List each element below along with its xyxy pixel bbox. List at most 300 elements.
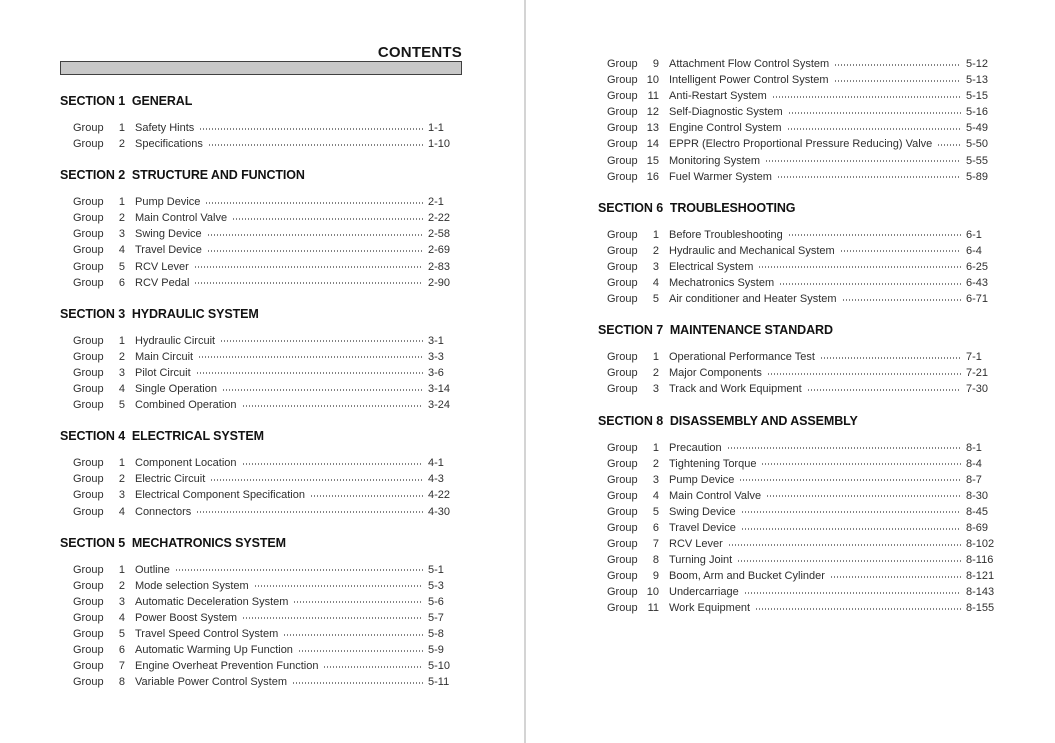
toc-entry [607,349,1000,365]
toc-entry [607,440,1000,456]
group-label: Group [607,293,638,306]
group-number: 10 [646,74,659,87]
group-number: 7 [652,538,659,551]
toc-entry [73,397,462,413]
toc-entry [607,291,1000,307]
entry-title: Pump Device [135,196,201,209]
section-heading: SECTION 3 HYDRAULIC SYSTEM [60,306,259,321]
entry-page-number: 8-116 [966,554,994,567]
toc-section [598,323,1000,397]
toc-entry [73,487,462,503]
group-number: 1 [118,563,125,576]
dot-leader [740,479,961,481]
entry-title: Travel Device [135,244,202,257]
entry-page-number: 5-1 [428,563,444,576]
group-label: Group [73,228,104,241]
group-number: 2 [118,212,125,225]
dot-leader [208,250,423,252]
toc-entry [73,194,462,210]
group-number: 3 [118,366,125,379]
toc-entry [73,259,462,275]
section-entries [60,194,462,291]
group-number: 4 [118,611,125,624]
group-label: Group [607,244,638,257]
group-number: 1 [652,441,659,454]
entry-title: Boom, Arm and Bucket Cylinder [669,570,825,583]
entry-title: Self-Diagnostic System [669,106,783,119]
group-label: Group [73,366,104,379]
group-label: Group [73,611,104,624]
entry-title: Engine Overheat Prevention Function [135,660,319,673]
group-number: 4 [652,489,659,502]
group-label: Group [73,563,104,576]
dot-leader [835,80,961,82]
entry-title: Connectors [135,505,192,518]
group-number: 15 [646,154,659,167]
dot-leader [243,463,423,465]
dot-leader [729,544,961,546]
toc-entry [607,456,1000,472]
group-label: Group [607,521,638,534]
entry-title: Air conditioner and Heater System [669,293,837,306]
toc-section [598,201,1000,307]
toc-entry [73,136,462,152]
section-entries [598,349,1000,397]
toc-section [60,168,462,291]
group-label: Group [607,586,638,599]
group-number: 2 [118,350,125,363]
page-title: CONTENTS [377,44,462,61]
toc-section [60,94,462,152]
dot-leader [789,112,961,114]
entry-page-number: 7-21 [966,367,989,380]
group-number: 2 [118,473,125,486]
group-label: Group [73,579,104,592]
dot-leader [294,601,423,603]
group-number: 8 [118,676,125,689]
group-number: 6 [118,276,125,289]
toc-entry [607,136,1000,152]
entry-page-number: 8-155 [966,602,995,615]
entry-title: Electrical System [669,260,754,273]
dot-leader [742,511,961,513]
section-entries [598,227,1000,307]
dot-leader [808,389,961,391]
entry-page-number: 5-12 [966,58,989,70]
toc-entry [607,552,1000,568]
toc-entry [607,568,1000,584]
toc-entry [73,610,462,626]
dot-leader [789,234,961,236]
group-label: Group [607,351,638,364]
dot-leader [831,576,961,578]
group-label: Group [607,260,638,273]
group-number: 6 [652,521,659,534]
group-number: 5 [118,260,125,273]
entry-title: Electrical Component Specification [135,489,305,502]
dot-leader [780,283,961,285]
entry-page-number: 8-121 [966,570,995,583]
group-label: Group [73,196,104,209]
dot-leader [778,176,961,178]
group-number: 5 [118,627,125,640]
toc-entry [73,642,462,658]
group-number: 9 [652,58,659,70]
entry-title: RCV Pedal [135,276,190,289]
toc-entry [607,536,1000,552]
group-number: 4 [118,383,125,396]
section-heading: SECTION 8 DISASSEMBLY AND ASSEMBLY [598,413,858,428]
toc-entry [607,520,1000,536]
group-label: Group [73,138,104,151]
group-label: Group [73,676,104,689]
entry-title: Travel Speed Control System [135,627,279,640]
entry-title: Pump Device [669,473,735,486]
dot-leader [211,479,423,481]
group-label: Group [607,554,638,567]
toc-entry [73,626,462,642]
entry-title: EPPR (Electro Proportional Pressure Reducing) Valve [669,138,933,151]
group-number: 9 [652,570,659,583]
entry-page-number: 5-11 [428,676,450,689]
group-label: Group [607,277,638,290]
group-number: 1 [118,457,125,470]
entry-page-number: 2-58 [428,228,451,241]
entry-page-number: 5-89 [966,170,989,183]
toc-entry [607,275,1000,291]
toc-entry [73,674,462,690]
group-label: Group [607,228,638,241]
entry-page-number: 5-10 [428,660,451,673]
section-entries [598,56,1000,185]
group-number: 3 [118,228,125,241]
title-underline-bar [60,61,462,75]
toc-section [60,307,462,413]
group-label: Group [607,505,638,518]
toc-entry [607,56,1000,72]
entry-page-number: 7-30 [966,383,989,396]
dot-leader [762,463,961,465]
section-heading: SECTION 2 STRUCTURE AND FUNCTION [60,168,305,183]
group-number: 4 [118,244,125,257]
entry-page-number: 8-45 [966,505,989,518]
dot-leader [195,282,423,284]
toc-entry [73,455,462,471]
dot-leader [208,234,423,236]
group-number: 6 [118,644,125,657]
entry-page-number: 8-102 [966,538,995,551]
dot-leader [759,266,961,268]
group-label: Group [73,473,104,486]
toc-section [60,536,462,691]
entry-page-number: 5-6 [428,595,444,608]
group-label: Group [607,570,638,583]
group-number: 13 [646,122,659,135]
toc-entry [607,169,1000,185]
section-entries [60,120,462,152]
group-number: 16 [646,170,659,183]
group-number: 10 [646,586,659,599]
group-label: Group [607,106,638,119]
toc-right-column [598,0,1000,617]
dot-leader [841,250,961,252]
group-number: 2 [652,457,659,470]
group-label: Group [73,627,104,640]
toc-entry [73,578,462,594]
group-number: 2 [118,138,125,151]
dot-leader [835,64,961,66]
entry-title: Pilot Circuit [135,366,191,379]
entry-page-number: 4-22 [428,489,451,502]
entry-page-number: 5-55 [966,154,989,167]
toc-entry [73,226,462,242]
group-label: Group [607,90,638,103]
group-number: 1 [652,351,659,364]
dot-leader [728,447,961,449]
dot-leader [843,299,961,301]
group-label: Group [607,473,638,486]
group-label: Group [607,122,638,135]
entry-title: Before Troubleshooting [669,228,783,241]
group-number: 3 [652,383,659,396]
toc-entry [607,600,1000,616]
entry-page-number: 3-3 [428,350,444,363]
toc-entry [607,72,1000,88]
group-label: Group [607,367,638,380]
entry-page-number: 2-22 [428,212,451,225]
entry-page-number: 5-16 [966,106,989,119]
section-entries [60,562,462,691]
group-number: 1 [652,228,659,241]
group-number: 5 [652,505,659,518]
group-label: Group [73,260,104,273]
entry-page-number: 5-9 [428,644,444,657]
toc-entry [73,349,462,365]
entry-title: Single Operation [135,383,217,396]
entry-page-number: 3-6 [428,366,444,379]
entry-title: Precaution [669,441,722,454]
toc-entry [607,584,1000,600]
toc-entry [607,120,1000,136]
toc-entry [607,381,1000,397]
entry-title: Intelligent Power Control System [669,74,829,87]
entry-page-number: 5-13 [966,74,989,87]
entry-title: Main Control Valve [135,212,228,225]
toc-entry [607,504,1000,520]
section-heading: SECTION 7 MAINTENANCE STANDARD [598,323,833,338]
toc-entry [607,365,1000,381]
entry-page-number: 5-3 [428,579,444,592]
entry-page-number: 6-25 [966,260,989,273]
dot-leader [206,202,423,204]
toc-entry [73,242,462,258]
group-number: 14 [646,138,659,151]
left-column-sections [60,94,462,690]
entry-title: Operational Performance Test [669,351,815,364]
section-heading: SECTION 5 MECHATRONICS SYSTEM [60,535,286,550]
entry-title: Swing Device [669,505,736,518]
toc-left-column [60,0,462,690]
dot-leader [766,160,961,162]
group-label: Group [607,154,638,167]
toc-entry [73,333,462,349]
group-label: Group [73,122,104,134]
entry-page-number: 8-30 [966,489,989,502]
dot-leader [311,495,423,497]
group-number: 1 [118,196,125,209]
entry-title: Anti-Restart System [669,90,767,103]
dot-leader [200,128,423,130]
toc-section [598,56,1000,185]
entry-title: Main Circuit [135,350,194,363]
entry-page-number: 8-143 [966,586,995,599]
dot-leader [938,144,961,146]
entry-title: Monitoring System [669,154,761,167]
dot-leader [788,128,962,130]
entry-title: Turning Joint [669,554,733,567]
group-label: Group [607,170,638,183]
entry-page-number: 3-24 [428,399,451,412]
dot-leader [745,592,961,594]
entry-title: Track and Work Equipment [669,383,802,396]
group-label: Group [73,660,104,673]
toc-entry [73,365,462,381]
group-label: Group [73,457,104,470]
group-number: 5 [118,399,125,412]
entry-title: Mechatronics System [669,277,775,290]
section-entries [60,333,462,413]
entry-title: Automatic Deceleration System [135,595,289,608]
toc-entry [607,488,1000,504]
toc-entry [73,381,462,397]
dot-leader [299,650,423,652]
entry-title: Hydraulic Circuit [135,334,216,347]
dot-leader [255,585,423,587]
toc-entry [607,472,1000,488]
entry-page-number: 8-4 [966,457,982,470]
dot-leader [221,340,423,342]
group-label: Group [607,602,638,615]
group-label: Group [73,505,104,518]
section-entries [598,440,1000,617]
group-number: 2 [652,367,659,380]
entry-page-number: 6-1 [966,228,982,241]
section-heading: SECTION 4 ELECTRICAL SYSTEM [60,429,264,444]
page-gutter-divider [524,0,526,743]
dot-leader [197,372,423,374]
dot-leader [284,634,423,636]
entry-page-number: 5-50 [966,138,989,151]
entry-title: RCV Lever [135,260,189,273]
entry-title: Work Equipment [669,602,751,615]
entry-page-number: 2-83 [428,260,451,273]
entry-page-number: 2-90 [428,276,451,289]
entry-page-number: 5-49 [966,122,989,135]
group-label: Group [73,383,104,396]
group-label: Group [607,383,638,396]
dot-leader [773,96,961,98]
entry-title: Specifications [135,138,203,151]
toc-entry [73,471,462,487]
toc-entry [73,120,462,136]
group-number: 1 [118,122,125,134]
dot-leader [243,405,423,407]
entry-title: Major Components [669,367,762,380]
dot-leader [176,569,423,571]
toc-section [598,414,1000,617]
group-number: 8 [652,554,659,567]
group-label: Group [607,58,638,70]
toc-entry [607,104,1000,120]
entry-title: Power Boost System [135,611,238,624]
entry-title: Travel Device [669,521,736,534]
dot-leader [195,266,423,268]
group-label: Group [607,457,638,470]
entry-page-number: 3-1 [428,334,444,347]
entry-page-number: 8-1 [966,441,982,454]
group-number: 2 [118,579,125,592]
group-number: 3 [652,473,659,486]
toc-entry [607,227,1000,243]
entry-title: Combined Operation [135,399,237,412]
entry-title: Outline [135,563,170,576]
toc-entry [73,210,462,226]
group-label: Group [607,538,638,551]
dot-leader [821,357,961,359]
group-label: Group [607,138,638,151]
entry-title: Main Control Valve [669,489,762,502]
group-number: 7 [118,660,125,673]
entry-page-number: 8-7 [966,473,982,486]
section-heading: SECTION 1 GENERAL [60,94,193,108]
entry-title: Automatic Warming Up Function [135,644,293,657]
dot-leader [223,389,423,391]
toc-entry [73,504,462,520]
group-label: Group [73,276,104,289]
group-number: 3 [652,260,659,273]
dot-leader [742,528,961,530]
group-number: 12 [646,106,659,119]
entry-page-number: 5-7 [428,611,444,624]
dot-leader [756,608,961,610]
group-number: 2 [652,244,659,257]
group-label: Group [73,334,104,347]
right-column-sections [598,56,1000,617]
section-entries [60,455,462,519]
group-label: Group [73,644,104,657]
entry-page-number: 6-4 [966,244,982,257]
entry-title: Hydraulic and Mechanical System [669,244,835,257]
group-label: Group [607,489,638,502]
entry-title: Component Location [135,457,237,470]
entry-title: Swing Device [135,228,202,241]
entry-title: RCV Lever [669,538,723,551]
entry-title: Undercarriage [669,586,739,599]
entry-title: Engine Control System [669,122,782,135]
dot-leader [767,495,961,497]
entry-page-number: 6-43 [966,277,989,290]
group-label: Group [73,350,104,363]
entry-title: Attachment Flow Control System [669,58,830,70]
toc-entry [607,153,1000,169]
group-number: 11 [647,90,659,103]
entry-title: Tightening Torque [669,457,757,470]
group-label: Group [73,399,104,412]
entry-page-number: 4-1 [428,457,444,470]
group-label: Group [607,441,638,454]
group-number: 4 [652,277,659,290]
entry-title: Safety Hints [135,122,195,134]
